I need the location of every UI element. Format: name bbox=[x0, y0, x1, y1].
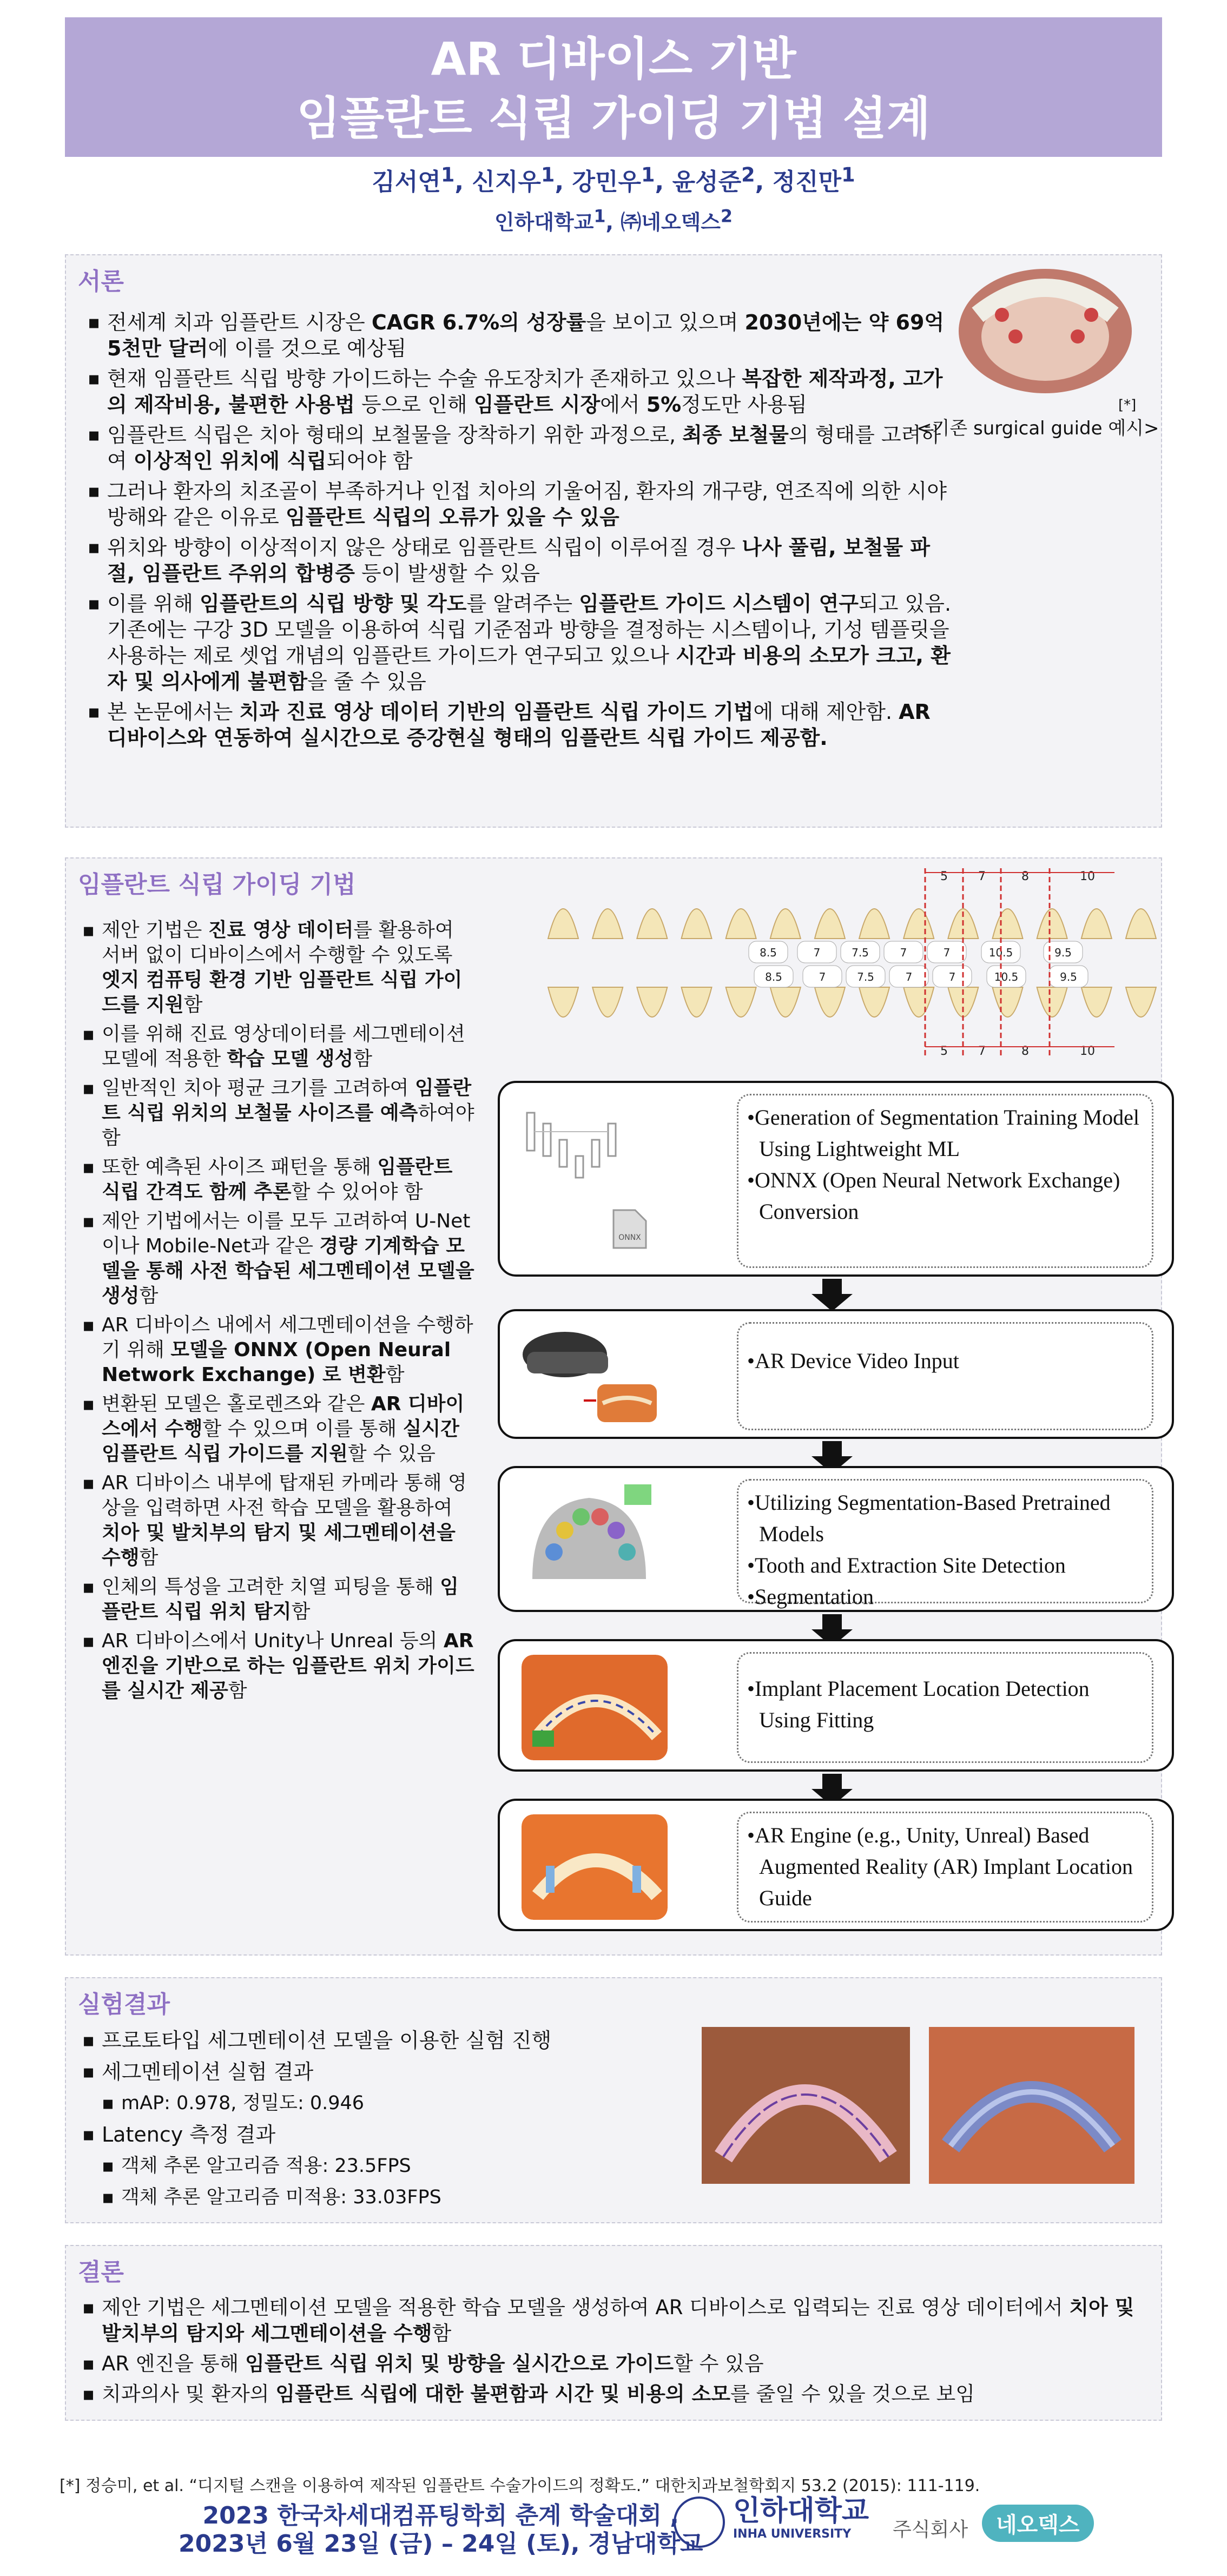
tooth-size-label: 9.5 bbox=[1054, 946, 1072, 959]
bullet-item: ▪ 또한 예측된 사이즈 패턴을 통해 임플란트 식립 간격도 함께 추론할 수 있어야 함 bbox=[82, 1155, 477, 1205]
tooth-size-label: 7 bbox=[819, 970, 826, 983]
segmentation-model-icon bbox=[522, 1482, 657, 1601]
authors: 김서연$^1$, 신지우$^1$, 강민우$^1$, 윤성준$^2$, 정진만$^1$ bbox=[372, 163, 855, 196]
lower-tooth bbox=[637, 987, 667, 1017]
flow-step-4-text: •Implant Placement Location Detection Using Fitting bbox=[737, 1652, 1153, 1763]
intro-title: 서론 bbox=[78, 268, 124, 295]
tooth-size-label: 7 bbox=[943, 946, 951, 959]
flow-step-1-text: •Generation of Segmentation Training Model Using Lightweight ML •ONNX (Open Neural Network Exchange) Conversion bbox=[737, 1094, 1153, 1268]
network-diagram-icon bbox=[522, 1107, 651, 1253]
lower-tooth bbox=[815, 987, 845, 1017]
bullet-item: ▪ 현재 임플란트 식립 방향 가이드하는 수술 유도장치가 존재하고 있으나 복잡한 제작과정, 고가의 제작비용, 불편한 사용법 등으로 인해 임플란트 시장에서 5%정도만 사용됨 bbox=[88, 366, 953, 418]
lower-tooth bbox=[726, 987, 756, 1017]
lower-tooth bbox=[859, 987, 889, 1017]
upper-tooth bbox=[903, 909, 934, 939]
flow-step-4 bbox=[498, 1639, 1174, 1772]
top-spacing-label: 10 bbox=[1080, 870, 1095, 883]
author: 김서연$^1$ bbox=[372, 163, 455, 196]
upper-tooth bbox=[815, 909, 845, 939]
title-banner bbox=[65, 17, 1162, 157]
lower-tooth bbox=[592, 987, 623, 1017]
result-item: ▪ Latency 측정 결과 bbox=[82, 2121, 710, 2148]
conference-info: 2023 한국차세대컴퓨팅학회 춘계 학술대회 , 2023년 6월 23일 (금) – 24일 (토), 경남대학교 bbox=[179, 2502, 703, 2558]
author: 정진만$^1$ bbox=[772, 163, 855, 196]
segmentation-result-image-1 bbox=[702, 2027, 910, 2184]
results-section bbox=[65, 1977, 1162, 2223]
inha-logo bbox=[674, 2496, 725, 2548]
lower-tooth bbox=[548, 987, 578, 1017]
top-spacing-label: 7 bbox=[978, 870, 986, 883]
bullet-item: ▪ AR 디바이스 내부에 탑재된 카메라 통해 영상을 입력하면 사전 학습 모델을 활용하여 치아 및 발치부의 탐지 및 세그멘테이션을 수행함 bbox=[82, 1471, 477, 1570]
lower-tooth bbox=[682, 987, 712, 1017]
bullet-item: ▪ 인체의 특성을 고려한 치열 피팅을 통해 임플란트 식립 위치 탐지함 bbox=[82, 1575, 477, 1624]
bullet-item: ▪ 제안 기법은 세그멘테이션 모델을 적용한 학습 모델을 생성하여 AR 디바이스로 입력되는 진료 영상 데이터에서 치아 및 발치부의 탐지와 세그멘테이션을 수행함 bbox=[82, 2295, 1143, 2347]
onnx-file-label: ONNX bbox=[618, 1233, 641, 1242]
tooth-size-label: 7.5 bbox=[852, 946, 869, 959]
flow-step-3-text: •Utilizing Segmentation-Based Pretrained Models •Tooth and Extraction Site Detection •Segmentation bbox=[737, 1479, 1153, 1603]
bullet-item: ▪ 일반적인 치아 평균 크기를 고려하여 임플란트 식립 위치의 보철물 사이즈를 예측하여야 함 bbox=[82, 1076, 477, 1151]
footnote: [*] 정승미, et al. “디지털 스캔을 이용하여 제작된 임플란트 수술가이드의 정확도.” 대한치과보철학회지 53.2 (2015): 111-119. bbox=[60, 2476, 980, 2495]
title-line-1: AR 디바이스 기반 bbox=[431, 32, 796, 85]
results-list bbox=[82, 2027, 710, 2215]
upper-tooth bbox=[1081, 909, 1112, 939]
fitting-result-image bbox=[522, 1655, 668, 1760]
results-title: 실험결과 bbox=[78, 1991, 170, 2018]
tooth-size-label: 7.5 bbox=[857, 970, 874, 983]
bullet-item: ▪ 그러나 환자의 치조골이 부족하거나 인접 치아의 기울어짐, 환자의 개구량, 연조직에 의한 시야 방해와 같은 이유로 임플란트 식립의 오류가 있을 수 있음 bbox=[88, 478, 953, 530]
bullet-item: ▪ AR 엔진을 통해 임플란트 식립 위치 및 방향을 실시간으로 가이드할 수 있음 bbox=[82, 2351, 1143, 2377]
result-item: ▪ mAP: 0.978, 정밀도: 0.946 bbox=[82, 2090, 710, 2117]
ar-headset-icon bbox=[522, 1325, 662, 1428]
author: 윤성준$^2$ bbox=[672, 163, 755, 196]
bullet-item: ▪ AR 디바이스 내에서 세그멘테이션을 수행하기 위해 모델을 ONNX (Open Neural Network Exchange) 로 변환함 bbox=[82, 1313, 477, 1388]
bullet-item: ▪ AR 디바이스에서 Unity나 Unreal 등의 AR 엔진을 기반으로 하는 임플란트 위치 가이드를 실시간 제공함 bbox=[82, 1629, 477, 1703]
intro-section bbox=[65, 254, 1162, 828]
tooth-size-label: 7 bbox=[813, 946, 821, 959]
method-title: 임플란트 식립 가이딩 기법 bbox=[78, 871, 356, 899]
neodex-logo: 네오덱스 bbox=[982, 2505, 1094, 2542]
flow-step-1 bbox=[498, 1081, 1174, 1277]
upper-tooth bbox=[726, 909, 756, 939]
image-reference: [*] bbox=[1118, 397, 1137, 413]
tooth-size-label: 10.5 bbox=[994, 970, 1019, 983]
company-prefix: 주식회사 bbox=[893, 2519, 968, 2541]
bullet-item: ▪ 임플란트 식립은 치아 형태의 보철물을 장착하기 위한 과정으로, 최종 보철물의 형태를 고려하여 이상적인 위치에 식립되어야 함 bbox=[88, 422, 953, 474]
flow-step-2-text: •AR Device Video Input bbox=[737, 1322, 1153, 1430]
tooth-size-diagram bbox=[530, 868, 1174, 1058]
upper-tooth bbox=[1126, 909, 1156, 939]
result-item: ▪ 객체 추론 알고리즘 적용: 23.5FPS bbox=[82, 2152, 710, 2179]
result-item: ▪ 세그멘테이션 실험 결과 bbox=[82, 2058, 710, 2085]
method-bullets bbox=[82, 918, 477, 1708]
lower-tooth bbox=[1037, 987, 1067, 1017]
bottom-spacing-label: 8 bbox=[1021, 1045, 1029, 1058]
result-item: ▪ 객체 추론 알고리즘 미적용: 33.03FPS bbox=[82, 2184, 710, 2211]
author: 신지우$^1$ bbox=[472, 163, 555, 196]
tooth-size-label: 7 bbox=[948, 970, 956, 983]
flow-step-2 bbox=[498, 1309, 1174, 1439]
image-caption: <기존 surgical guide 예시> bbox=[916, 418, 1159, 439]
conclusion-section bbox=[65, 2245, 1162, 2421]
lower-tooth bbox=[993, 987, 1023, 1017]
flow-step-3 bbox=[498, 1466, 1174, 1612]
tooth-size-label: 7 bbox=[900, 946, 907, 959]
bottom-spacing-label: 5 bbox=[940, 1045, 948, 1058]
surgical-guide-image bbox=[956, 266, 1134, 396]
flow-step-5-text: •AR Engine (e.g., Unity, Unreal) Based Augmented Reality (AR) Implant Location Guide bbox=[737, 1812, 1153, 1923]
tooth-size-label: 10.5 bbox=[988, 946, 1013, 959]
bullet-item: ▪ 위치와 방향이 이상적이지 않은 상태로 임플란트 식립이 이루어질 경우 나사 풀림, 보철물 파절, 임플란트 주위의 합병증 등이 발생할 수 있음 bbox=[88, 534, 953, 586]
tooth-size-label: 8.5 bbox=[760, 946, 777, 959]
inha-logo-text: 인하대학교 INHA UNIVERSITY bbox=[733, 2495, 869, 2541]
top-spacing-label: 8 bbox=[1021, 870, 1029, 883]
bullet-item: ▪ 이를 위해 임플란트의 식립 방향 및 각도를 알려주는 임플란트 가이드 시스템이 연구되고 있음. 기존에는 구강 3D 모델을 이용하여 식립 기준점과 방향을 결정하는 시스템이나, 기성 템플릿을 사용하는 제로 셋업 개념의 임플란트 가이드가 연구되고 있으나 시간과 비용의 소모가 크고, 환자 및 의사에게 불편함을 줄 수 있음 bbox=[88, 591, 953, 695]
bullet-item: ▪ 제안 기법은 진료 영상 데이터를 활용하여 서버 없이 디바이스에서 수행할 수 있도록 엣지 컴퓨팅 환경 기반 임플란트 식립 가이드를 지원함 bbox=[82, 918, 477, 1018]
upper-tooth bbox=[859, 909, 889, 939]
bullet-item: ▪ 변환된 모델은 홀로렌즈와 같은 AR 디바이스에서 수행할 수 있으며 이를 통해 실시간 임플란트 식립 가이드를 지원할 수 있음 bbox=[82, 1392, 477, 1467]
intro-bullets bbox=[88, 309, 953, 755]
lower-tooth bbox=[1081, 987, 1112, 1017]
ar-guide-image bbox=[522, 1814, 668, 1920]
upper-tooth bbox=[637, 909, 667, 939]
bullet-item: ▪ 제안 기법에서는 이를 모두 고려하여 U-Net이나 Mobile-Net과 같은 경량 기계학습 모델을 통해 사전 학습된 세그멘테이션 모델을 생성함 bbox=[82, 1209, 477, 1309]
lower-tooth bbox=[770, 987, 801, 1017]
upper-tooth bbox=[592, 909, 623, 939]
tooth-size-label: 9.5 bbox=[1060, 970, 1077, 983]
upper-tooth bbox=[1037, 909, 1067, 939]
conclusion-bullets bbox=[82, 2295, 1143, 2412]
bottom-spacing-label: 7 bbox=[978, 1045, 986, 1058]
flow-step-5 bbox=[498, 1799, 1174, 1931]
affiliations: 인하대학교$^1$, ㈜네오덱스$^2$ bbox=[494, 207, 733, 234]
segmentation-result-image-2 bbox=[929, 2027, 1134, 2184]
tooth-size-label: 7 bbox=[905, 970, 913, 983]
bullet-item: ▪ 치과의사 및 환자의 임플란트 식립에 대한 불편함과 시간 및 비용의 소모를 줄일 수 있을 것으로 보임 bbox=[82, 2381, 1143, 2407]
upper-tooth bbox=[548, 909, 578, 939]
bullet-item: ▪ 이를 위해 진료 영상데이터를 세그멘테이션 모델에 적용한 학습 모델 생성함 bbox=[82, 1022, 477, 1072]
top-spacing-label: 5 bbox=[940, 870, 948, 883]
author: 강민우$^1$ bbox=[572, 163, 655, 196]
bottom-spacing-label: 10 bbox=[1080, 1045, 1095, 1058]
conclusion-title: 결론 bbox=[78, 2258, 124, 2286]
lower-tooth bbox=[1126, 987, 1156, 1017]
bullet-item: ▪ 본 논문에서는 치과 진료 영상 데이터 기반의 임플란트 식립 가이드 기법에 대해 제안함. AR 디바이스와 연동하여 실시간으로 증강현실 형태의 임플란트 식립 가이드 제공함. bbox=[88, 699, 953, 751]
lower-tooth bbox=[903, 987, 934, 1017]
tooth-size-label: 8.5 bbox=[765, 970, 782, 983]
upper-tooth bbox=[770, 909, 801, 939]
upper-tooth bbox=[682, 909, 712, 939]
bullet-item: ▪ 전세계 치과 임플란트 시장은 CAGR 6.7%의 성장률을 보이고 있으며 2030년에는 약 69억 5천만 달러에 이를 것으로 예상됨 bbox=[88, 309, 953, 361]
title-line-2: 임플란트 식립 가이딩 기법 설계 bbox=[296, 92, 931, 145]
upper-tooth bbox=[993, 909, 1023, 939]
result-item: ▪ 프로토타입 세그멘테이션 모델을 이용한 실험 진행 bbox=[82, 2027, 710, 2054]
